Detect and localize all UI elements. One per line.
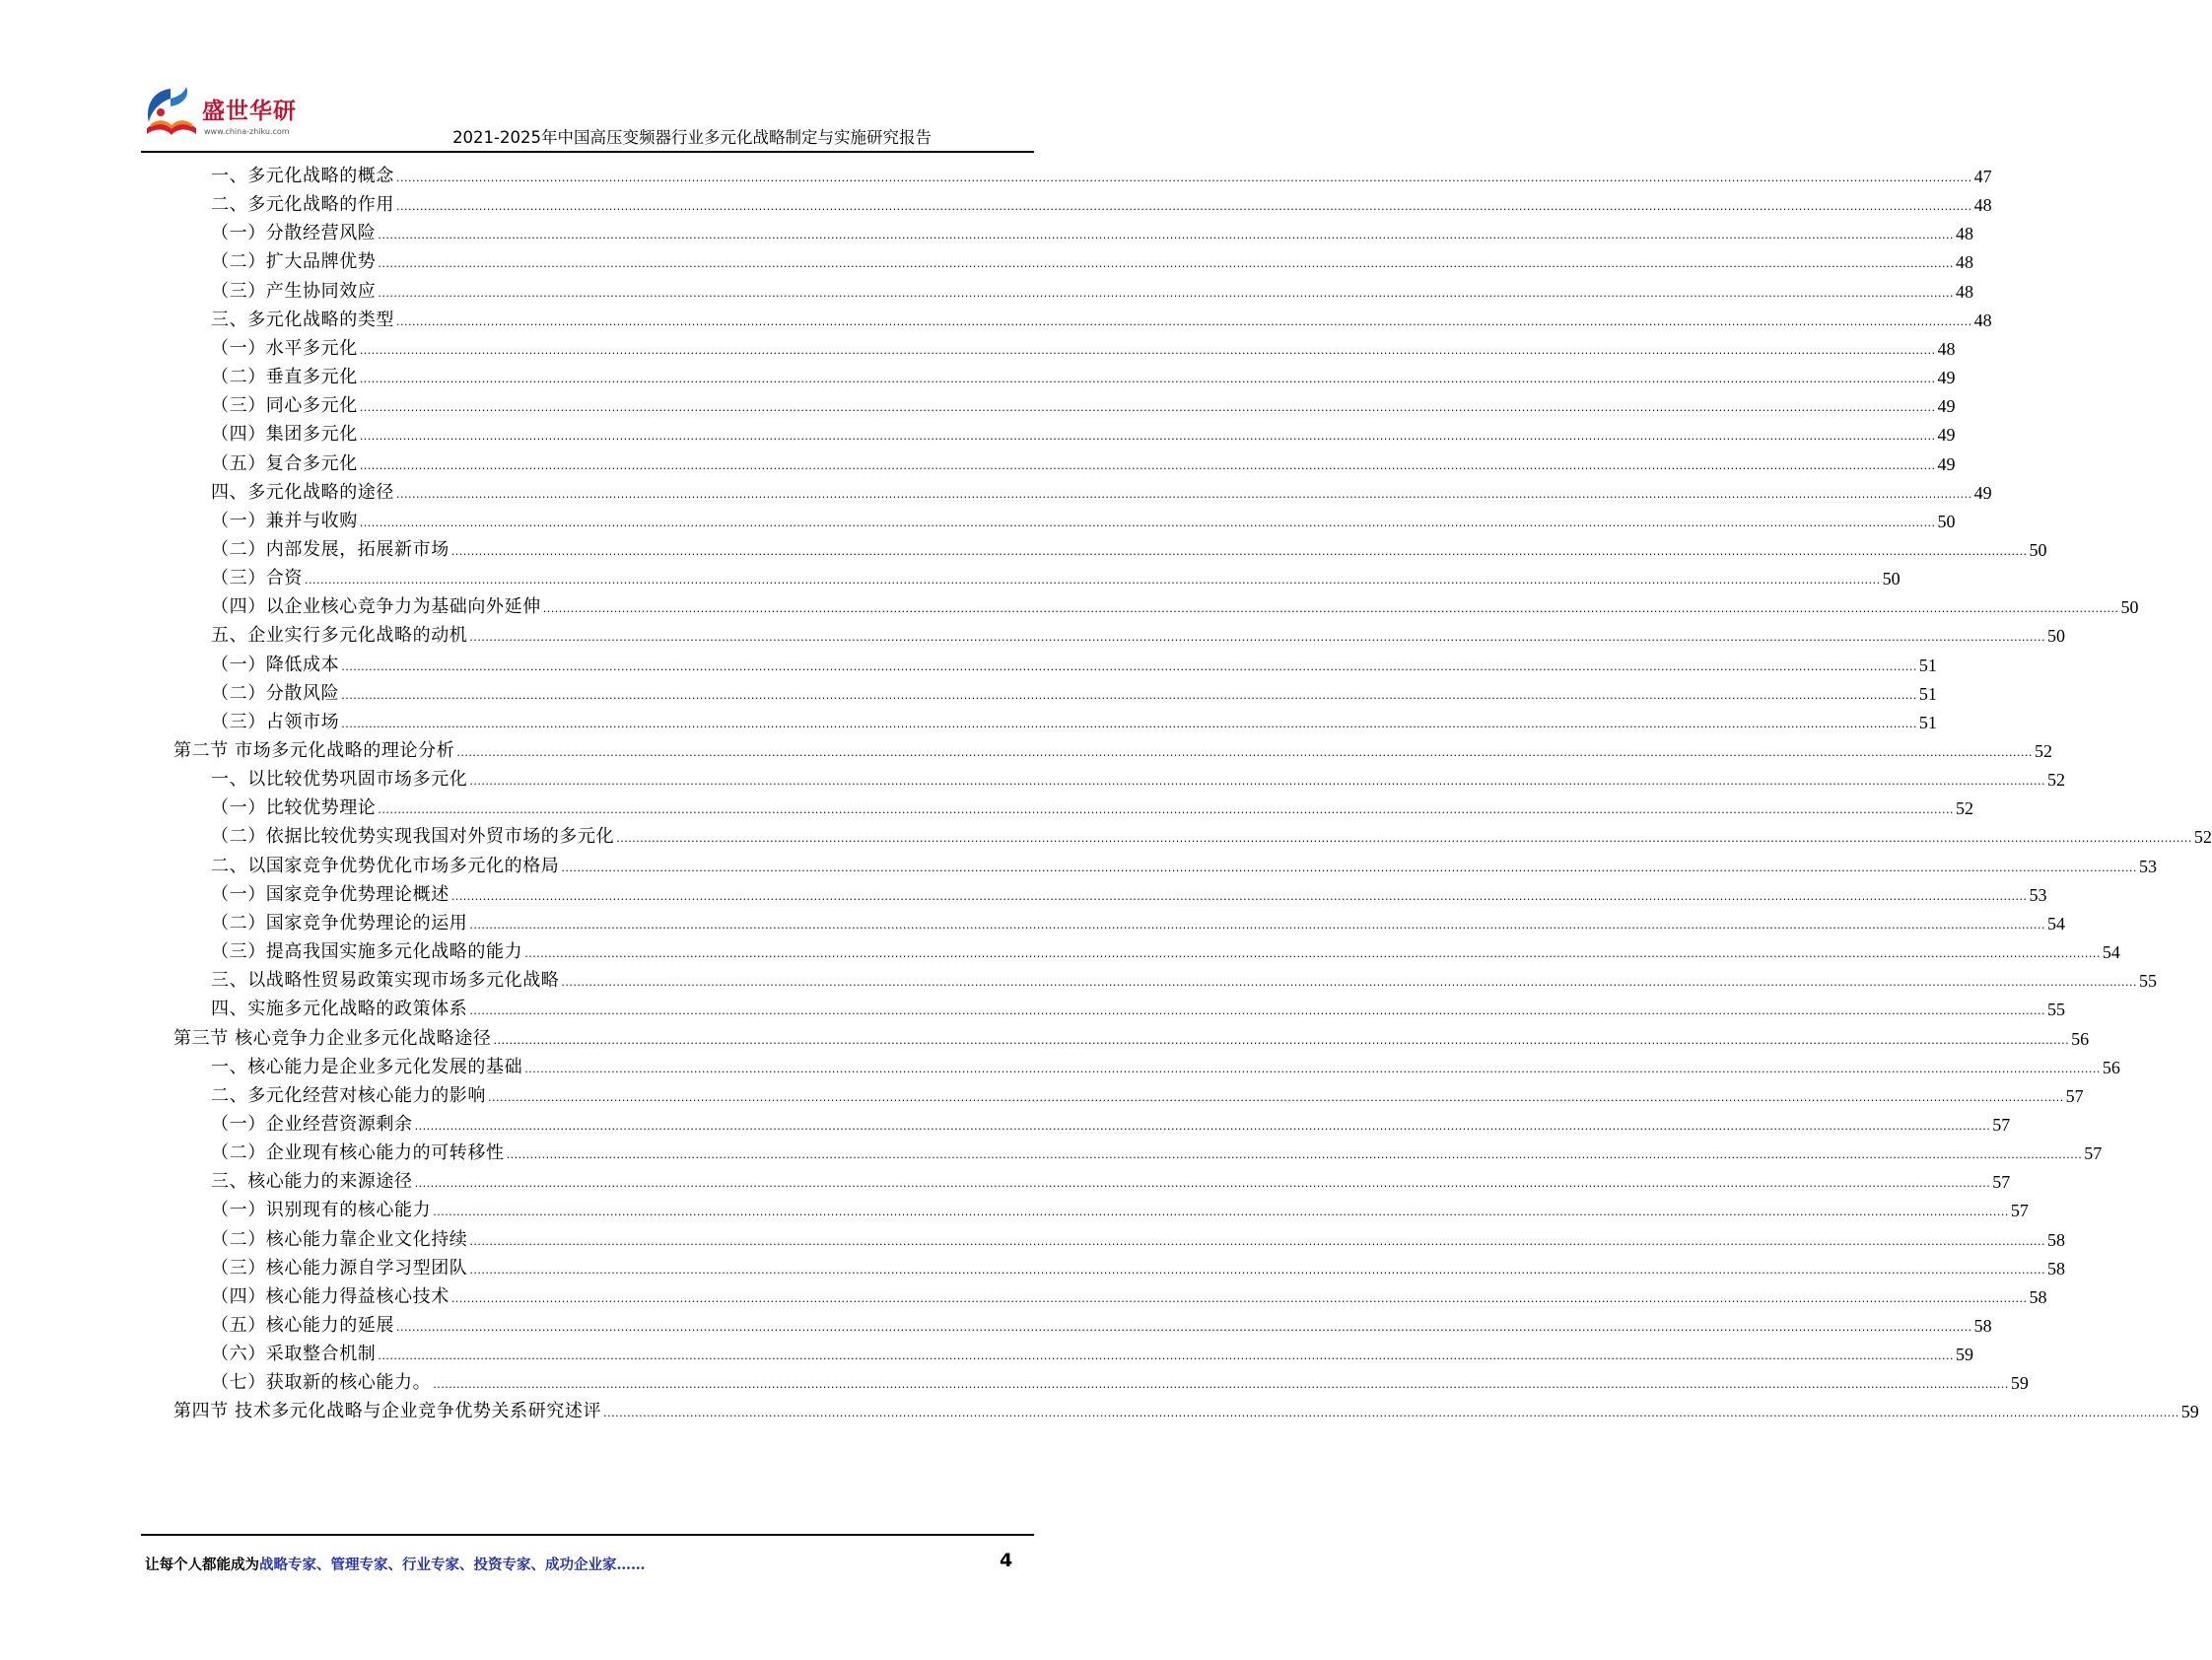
toc-entry-label: （六）采取整合机制 — [211, 1344, 377, 1365]
toc-entry-page: 51 — [1918, 655, 1937, 675]
toc-entry-label: （一）识别现有的核心能力 — [211, 1200, 432, 1221]
toc-entry-label: 四、实施多元化战略的政策体系 — [211, 999, 468, 1020]
toc-leader-dots: ................................................................................................................................................................................................................................................................................................................................................................................................................ — [469, 918, 2046, 932]
toc-leader-dots: ................................................................................................................................................................................................................................................................................................................................................................................................................ — [456, 746, 2033, 759]
toc-entry-page: 49 — [1937, 425, 1956, 446]
toc-leader-dots: ................................................................................................................................................................................................................................................................................................................................................................................................................ — [450, 544, 2028, 558]
toc-entry[interactable] — [211, 1307, 1992, 1337]
toc-entry-page: 55 — [2047, 1000, 2066, 1020]
toc-leader-dots: ................................................................................................................................................................................................................................................................................................................................................................................................................ — [414, 1119, 1991, 1133]
toc-entry-label: 第三节 核心竞争力企业多元化战略途径 — [173, 1027, 492, 1049]
toc-entry-label: （二）核心能力靠企业文化持续 — [211, 1228, 468, 1250]
toc-entry[interactable] — [211, 531, 2047, 561]
toc-entry-page: 49 — [1937, 453, 1956, 474]
toc-entry-page: 48 — [1956, 252, 1974, 273]
toc-entry[interactable] — [211, 359, 1956, 388]
toc-entry-page: 57 — [2065, 1085, 2084, 1106]
logo-book-icon — [141, 83, 202, 144]
toc-entry[interactable] — [211, 560, 1901, 589]
toc-leader-dots: ................................................................................................................................................................................................................................................................................................................................................................................................................ — [378, 1349, 1955, 1363]
toc-entry[interactable] — [211, 387, 1956, 417]
toc-leader-dots: ................................................................................................................................................................................................................................................................................................................................................................................................................ — [359, 401, 1936, 415]
toc-leader-dots: ................................................................................................................................................................................................................................................................................................................................................................................................................ — [603, 1407, 2179, 1420]
toc-entry-label: （三）占领市场 — [211, 711, 340, 732]
toc-entry[interactable] — [211, 1163, 2011, 1193]
toc-entry-label: （一）降低成本 — [211, 654, 340, 675]
toc-leader-dots: ................................................................................................................................................................................................................................................................................................................................................................................................................ — [414, 1177, 1991, 1191]
toc-entry-page: 58 — [1973, 1316, 1992, 1336]
toc-entry[interactable] — [211, 1336, 1974, 1365]
toc-leader-dots: ................................................................................................................................................................................................................................................................................................................................................................................................................ — [469, 775, 2046, 789]
toc-entry[interactable] — [211, 446, 1956, 475]
toc-leader-dots: ................................................................................................................................................................................................................................................................................................................................................................................................................ — [396, 172, 1972, 184]
toc-entry[interactable] — [211, 1279, 2047, 1308]
toc-entry-label: 二、多元化经营对核心能力的影响 — [211, 1084, 486, 1106]
toc-entry-label: （二）国家竞争优势理论的运用 — [211, 912, 468, 934]
toc-leader-dots: ................................................................................................................................................................................................................................................................................................................................................................................................................ — [561, 861, 2138, 874]
toc-entry-page: 55 — [2139, 971, 2158, 992]
toc-entry-page: 49 — [1937, 396, 1956, 417]
toc-entry-page: 57 — [2010, 1201, 2029, 1221]
toc-entry-page: 50 — [1937, 511, 1956, 531]
toc-entry[interactable] — [211, 876, 2047, 906]
toc-entry[interactable] — [211, 1049, 2120, 1078]
toc-leader-dots: ................................................................................................................................................................................................................................................................................................................................................................................................................ — [561, 976, 2138, 990]
toc-leader-dots: ................................................................................................................................................................................................................................................................................................................................................................................................................ — [359, 458, 1936, 472]
toc-entry[interactable] — [211, 588, 2139, 618]
footer-divider — [141, 1534, 1034, 1536]
toc-entry-label: 三、以战略性贸易政策实现市场多元化战略 — [211, 970, 560, 992]
toc-entry-page: 58 — [2047, 1258, 2066, 1279]
footer-slogan — [145, 1554, 646, 1574]
toc-entry-page: 56 — [2102, 1057, 2120, 1077]
toc-leader-dots: ................................................................................................................................................................................................................................................................................................................................................................................................................ — [396, 314, 1972, 328]
toc-entry-label: （二）内部发展，拓展新市场 — [211, 538, 449, 560]
toc-entry-label: （四）核心能力得益核心技术 — [211, 1285, 449, 1307]
toc-leader-dots: ................................................................................................................................................................................................................................................................................................................................................................................................................ — [359, 373, 1936, 386]
toc-entry-page: 47 — [1973, 167, 1992, 186]
toc-entry-label: （三）核心能力源自学习型团队 — [211, 1257, 468, 1279]
toc-entry[interactable] — [173, 1020, 2090, 1050]
toc-entry[interactable] — [173, 732, 2052, 762]
toc-entry-label: （四）以企业核心竞争力为基础向外延伸 — [211, 596, 541, 618]
toc-entry-label: 三、核心能力的来源途径 — [211, 1171, 413, 1193]
toc-entry-label: 二、多元化战略的作用 — [211, 194, 394, 216]
logo-url: www.china-zhiku.com — [204, 127, 290, 136]
toc-entry[interactable] — [211, 302, 1992, 331]
toc-entry-page: 58 — [2047, 1229, 2066, 1250]
toc-entry[interactable] — [211, 818, 2212, 848]
toc-entry-page: 48 — [1937, 338, 1956, 359]
toc-entry-page: 57 — [2084, 1143, 2103, 1164]
toc-entry-page: 48 — [1956, 224, 1974, 244]
toc-entry-page: 48 — [1973, 310, 1992, 330]
toc-leader-dots: ................................................................................................................................................................................................................................................................................................................................................................................................................ — [341, 659, 1917, 673]
toc-leader-dots: ................................................................................................................................................................................................................................................................................................................................................................................................................ — [524, 1062, 2101, 1075]
toc-entry[interactable] — [211, 675, 1937, 705]
toc-entry-label: 第四节 技术多元化战略与企业竞争优势关系研究述评 — [173, 1401, 602, 1422]
header-divider — [141, 151, 1034, 153]
toc-entry-label: （七）获取新的核心能力。 — [211, 1372, 432, 1394]
toc-leader-dots: ................................................................................................................................................................................................................................................................................................................................................................................................................ — [341, 717, 1917, 730]
page-header — [0, 0, 1174, 158]
toc-entry-page: 52 — [2193, 827, 2212, 848]
toc-entry-page: 59 — [1956, 1345, 1974, 1365]
toc-entry-page: 52 — [1956, 798, 1974, 819]
toc-entry-label: （一）分散经营风险 — [211, 223, 377, 244]
toc-leader-dots: ................................................................................................................................................................................................................................................................................................................................................................................................................ — [469, 631, 2046, 645]
toc-leader-dots: ................................................................................................................................................................................................................................................................................................................................................................................................................ — [359, 516, 1936, 529]
slogan-lead: 让每个人都能成为 — [145, 1556, 259, 1573]
toc-entry[interactable] — [211, 848, 2158, 877]
toc-entry-page: 50 — [2120, 597, 2139, 618]
toc-entry[interactable] — [211, 1192, 2029, 1221]
toc-entry-label: （一）水平多元化 — [211, 337, 358, 359]
toc-leader-dots: ................................................................................................................................................................................................................................................................................................................................................................................................................ — [488, 1090, 2064, 1104]
toc-entry-page: 51 — [1918, 683, 1937, 704]
toc-entry-page: 51 — [1918, 712, 1937, 732]
toc-entry[interactable] — [211, 158, 1992, 187]
toc-entry-label: （一）企业经营资源剩余 — [211, 1113, 413, 1135]
company-logo — [141, 83, 309, 150]
toc-entry-label: （二）企业现有核心能力的可转移性 — [211, 1142, 505, 1164]
toc-entry-page: 56 — [2071, 1028, 2090, 1049]
toc-entry-label: （三）提高我国实施多元化战略的能力 — [211, 941, 523, 963]
toc-entry[interactable] — [211, 761, 2066, 791]
toc-leader-dots: ................................................................................................................................................................................................................................................................................................................................................................................................................ — [493, 1033, 2070, 1047]
toc-entry[interactable] — [211, 647, 1937, 676]
toc-entry-page: 50 — [1882, 569, 1901, 589]
toc-entry-label: 五、企业实行多元化战略的动机 — [211, 625, 468, 647]
toc-leader-dots: ................................................................................................................................................................................................................................................................................................................................................................................................................ — [524, 947, 2101, 961]
toc-entry[interactable] — [211, 704, 1937, 733]
toc-leader-dots: ................................................................................................................................................................................................................................................................................................................................................................................................................ — [450, 1291, 2028, 1305]
toc-leader-dots: ................................................................................................................................................................................................................................................................................................................................................................................................................ — [359, 430, 1936, 444]
toc-entry[interactable] — [211, 1077, 2084, 1107]
toc-entry-page: 52 — [2047, 770, 2066, 791]
slogan-highlight: 战略专家、管理专家、行业专家、投资专家、成功企业家…… — [259, 1556, 646, 1573]
toc-leader-dots: ................................................................................................................................................................................................................................................................................................................................................................................................................ — [378, 229, 1955, 242]
toc-entry-page: 50 — [2047, 626, 2066, 647]
toc-entry-label: （三）产生协同效应 — [211, 280, 377, 302]
toc-entry-label: （二）依据比较优势实现我国对外贸市场的多元化 — [211, 826, 615, 848]
toc-entry[interactable] — [211, 273, 1974, 303]
toc-entry[interactable] — [211, 617, 2066, 647]
toc-entry-label: 第二节 市场多元化战略的理论分析 — [173, 740, 455, 761]
toc-leader-dots: ................................................................................................................................................................................................................................................................................................................................................................................................................ — [433, 1378, 2009, 1392]
toc-entry[interactable] — [211, 934, 2120, 963]
toc-entry-page: 49 — [1973, 482, 1992, 503]
toc-entry-page: 53 — [2139, 856, 2158, 876]
toc-entry-page: 52 — [2034, 741, 2052, 761]
toc-entry-page: 57 — [1992, 1172, 2011, 1193]
toc-entry-label: （一）兼并与收购 — [211, 510, 358, 531]
toc-entry-label: 三、多元化战略的类型 — [211, 309, 394, 330]
toc-entry[interactable] — [211, 1250, 2066, 1280]
toc-entry[interactable] — [211, 215, 1974, 244]
toc-entry-page: 54 — [2047, 913, 2066, 934]
toc-entry-page: 54 — [2102, 942, 2120, 963]
toc-leader-dots: ................................................................................................................................................................................................................................................................................................................................................................................................................ — [378, 286, 1955, 300]
toc-entry-label: （二）扩大品牌优势 — [211, 251, 377, 273]
toc-entry[interactable] — [173, 1393, 2199, 1422]
toc-entry[interactable] — [211, 991, 2066, 1020]
toc-entry[interactable] — [211, 474, 1992, 504]
toc-entry[interactable] — [211, 790, 1974, 819]
toc-entry-page: 48 — [1973, 195, 1992, 216]
toc-leader-dots: ................................................................................................................................................................................................................................................................................................................................................................................................................ — [542, 602, 2119, 616]
toc-entry[interactable] — [211, 243, 1974, 273]
toc-leader-dots: ................................................................................................................................................................................................................................................................................................................................................................................................................ — [450, 889, 2028, 903]
toc-entry[interactable] — [211, 1221, 2066, 1251]
toc-entry-label: （五）复合多元化 — [211, 452, 358, 474]
toc-entry-label: （二）垂直多元化 — [211, 367, 358, 388]
toc-entry[interactable] — [211, 1106, 2011, 1136]
toc-entry-label: （二）分散风险 — [211, 682, 340, 704]
toc-entry-page: 57 — [1992, 1114, 2011, 1135]
toc-entry[interactable] — [211, 1364, 2029, 1394]
logo-name: 盛世华研 — [202, 99, 297, 124]
toc-entry-page: 50 — [2029, 539, 2047, 560]
toc-entry[interactable] — [211, 416, 1956, 446]
toc-entry-label: （四）集团多元化 — [211, 424, 358, 446]
toc-leader-dots: ................................................................................................................................................................................................................................................................................................................................................................................................................ — [378, 803, 1955, 817]
toc-leader-dots: ................................................................................................................................................................................................................................................................................................................................................................................................................ — [359, 343, 1936, 357]
toc-entry-page: 48 — [1956, 281, 1974, 302]
document-title: 2021-2025年中国高压变频器行业多元化战略制定与实施研究报告 — [452, 128, 932, 147]
toc-entry-page: 49 — [1937, 368, 1956, 388]
toc-entry-label: 一、多元化战略的概念 — [211, 166, 394, 186]
toc-leader-dots: ................................................................................................................................................................................................................................................................................................................................................................................................................ — [616, 832, 2192, 846]
toc-leader-dots: ................................................................................................................................................................................................................................................................................................................................................................................................................ — [506, 1148, 2083, 1162]
toc-leader-dots: ................................................................................................................................................................................................................................................................................................................................................................................................................ — [305, 574, 1881, 588]
toc-entry-label: （一）国家竞争优势理论概述 — [211, 883, 449, 905]
toc-entry-label: 一、核心能力是企业多元化发展的基础 — [211, 1056, 523, 1077]
toc-leader-dots: ................................................................................................................................................................................................................................................................................................................................................................................................................ — [469, 1234, 2046, 1248]
toc-leader-dots: ................................................................................................................................................................................................................................................................................................................................................................................................................ — [341, 688, 1917, 702]
toc-entry[interactable] — [211, 1135, 2103, 1164]
toc-entry-label: （三）同心多元化 — [211, 395, 358, 417]
toc-leader-dots: ................................................................................................................................................................................................................................................................................................................................................................................................................ — [396, 487, 1972, 501]
toc-entry-label: （一）比较优势理论 — [211, 797, 377, 819]
toc-leader-dots: ................................................................................................................................................................................................................................................................................................................................................................................................................ — [433, 1206, 2009, 1219]
page-number: 4 — [1000, 1550, 1013, 1571]
toc-entry[interactable] — [211, 962, 2158, 992]
toc-leader-dots: ................................................................................................................................................................................................................................................................................................................................................................................................................ — [469, 1004, 2046, 1018]
toc-entry-page: 58 — [2029, 1286, 2047, 1307]
toc-entry-label: （五）核心能力的延展 — [211, 1315, 394, 1336]
toc-entry[interactable] — [211, 503, 1956, 532]
toc-entry-label: 二、以国家竞争优势优化市场多元化的格局 — [211, 855, 560, 876]
toc-leader-dots: ................................................................................................................................................................................................................................................................................................................................................................................................................ — [396, 200, 1972, 214]
toc-leader-dots: ................................................................................................................................................................................................................................................................................................................................................................................................................ — [469, 1263, 2046, 1277]
toc-entry-page: 59 — [2010, 1373, 2029, 1394]
toc-entry-label: 一、以比较优势巩固市场多元化 — [211, 769, 468, 791]
toc-entry-page: 59 — [2180, 1402, 2199, 1422]
toc-entry-label: 四、多元化战略的途径 — [211, 481, 394, 503]
toc-entry[interactable] — [211, 186, 1992, 216]
toc-entry[interactable] — [211, 330, 1956, 360]
toc-leader-dots: ................................................................................................................................................................................................................................................................................................................................................................................................................ — [378, 257, 1955, 271]
toc-entry[interactable] — [211, 905, 2066, 934]
toc-leader-dots: ................................................................................................................................................................................................................................................................................................................................................................................................................ — [396, 1321, 1972, 1334]
toc-entry-label: （三）合资 — [211, 568, 303, 589]
toc-entry-page: 53 — [2029, 884, 2047, 905]
